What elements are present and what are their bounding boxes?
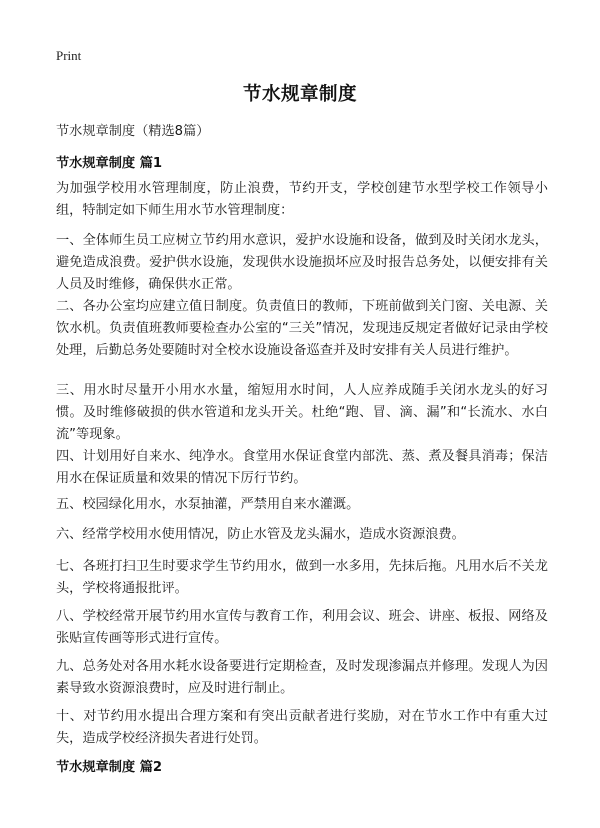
paragraph-item-7: 七、各班打扫卫生时要求学生节约用水，做到一水多用，先抹后拖。凡用水后不关龙头，学校将通报批评。 (56, 559, 548, 596)
print-label: Print (56, 48, 82, 63)
paragraph-item-6: 六、经常学校用水使用情况，防止水管及龙头漏水，造成水资源浪费。 (56, 527, 465, 542)
paragraph-item-4: 四、计划用好自来水、纯净水。食堂用水保证食堂内部洗、蒸、煮及餐具消毒；保洁用水在保证质量和效果的情况下厉行节约。 (56, 449, 548, 486)
section-heading-2: 节水规章制度 篇2 (56, 760, 163, 775)
paragraph-item-2: 二、各办公室均应建立值日制度。负责值日的教师，下班前做到关门窗、关电源、关饮水机。负责值班教师要检查办公室的“三关”情况，发现违反规定者做好记录由学校处理，后勤总务处要随时对全校水设施设备巡查并及时安排有关人员进行维护。 (56, 299, 548, 358)
paragraph-item-8: 八、学校经常开展节约用水宣传与教育工作，利用会议、班会、讲座、板报、网络及张贴宣传画等形式进行宣传。 (56, 609, 548, 646)
paragraph-item-5: 五、校园绿化用水，水泵抽灌，严禁用自来水灌溉。 (56, 497, 360, 512)
paragraph-item-1: 一、全体师生员工应树立节约用水意识，爱护水设施和设备，做到及时关闭水龙头，避免造成浪费。爱护供水设施，发现供水设施损坏应及时报告总务处，以便安排有关人员及时维修，确保供水正常。 (56, 233, 548, 292)
paragraph-item-10: 十、对节约用水提出合理方案和有突出贡献者进行奖励，对在节水工作中有重大过失，造成学校经济损失者进行处罚。 (56, 709, 548, 746)
paragraph-item-3: 三、用水时尽量开小用水水量，缩短用水时间，人人应养成随手关闭水龙头的好习惯。及时维修破损的供水管道和龙头开关。杜绝“跑、冒、滴、漏”和“长流水、水白流”等现象。 (56, 383, 548, 442)
section-heading-1: 节水规章制度 篇1 (56, 156, 163, 171)
paragraph-intro: 为加强学校用水管理制度，防止浪费，节约开支，学校创建节水型学校工作领导小组，特制定如下师生用水节水管理制度： (56, 181, 548, 218)
paragraph-item-9: 九、总务处对各用水耗水设备要进行定期检查，及时发现渗漏点并修理。发现人为因素导致水资源浪费时，应及时进行制止。 (56, 659, 548, 696)
page-title: 节水规章制度 (242, 84, 357, 105)
document-subtitle: 节水规章制度（精选8篇） (56, 124, 210, 139)
